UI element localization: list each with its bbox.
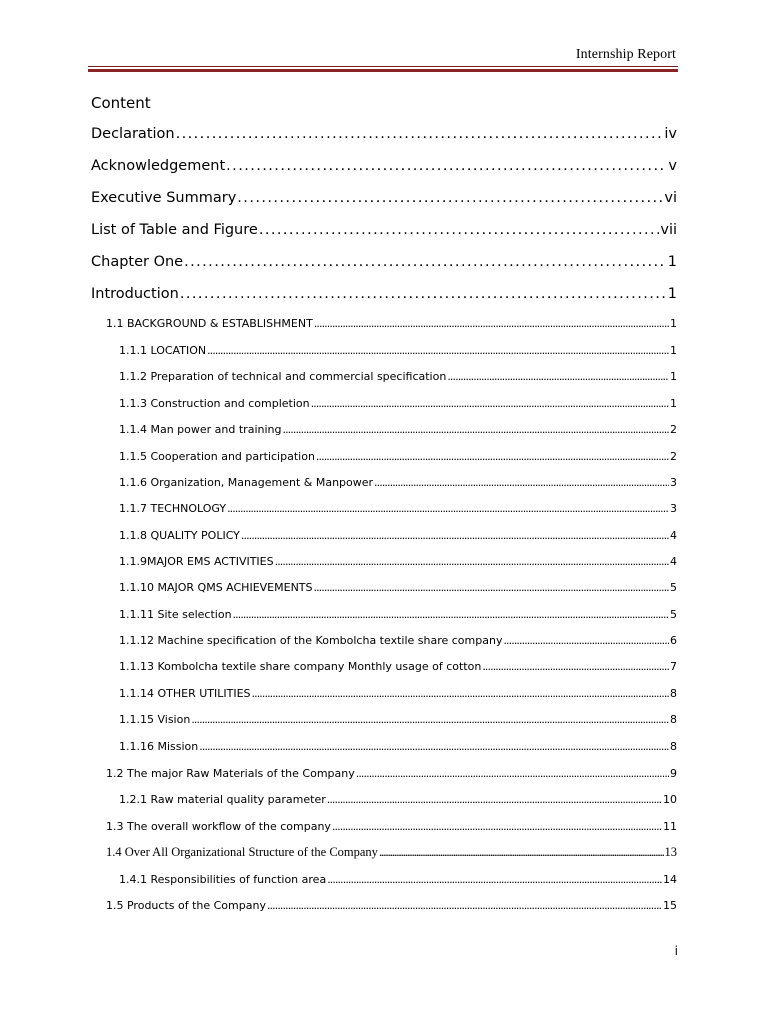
toc-entry-page: vi — [664, 190, 677, 206]
header-rule-thick — [88, 69, 678, 72]
header-rule-thin — [88, 66, 678, 67]
toc-entry-title: 1.1.6 Organization, Management & Manpower — [119, 476, 374, 489]
toc-entry-page: 1 — [670, 370, 677, 383]
toc-entry[interactable] — [91, 254, 677, 270]
toc-entry-title: 1.2.1 Raw material quality parameter — [119, 793, 326, 806]
dot-leader — [503, 634, 669, 647]
dot-leader — [267, 899, 662, 912]
dot-leader — [226, 158, 667, 174]
toc-entry-page: 1 — [670, 344, 677, 357]
toc-entry-title: 1.1.4 Man power and training — [119, 423, 282, 436]
toc-entry-page: 2 — [670, 423, 677, 436]
toc-entry-page: 2 — [670, 450, 677, 463]
toc-entry-title: 1.1.10 MAJOR QMS ACHIEVEMENTS — [119, 581, 313, 594]
toc-entry-title: List of Table and Figure — [91, 222, 258, 238]
toc-entry-page: 10 — [663, 793, 677, 806]
dot-leader — [259, 222, 660, 238]
toc-entry-title: 1.1.15 Vision — [119, 713, 191, 726]
dot-leader — [314, 581, 670, 594]
toc-entry-page: 9 — [670, 767, 677, 780]
page-header-title: Internship Report — [575, 47, 676, 62]
dot-leader — [207, 344, 669, 357]
dot-leader — [252, 687, 669, 700]
toc-entry-page: 3 — [670, 502, 677, 515]
toc-entry-page: 11 — [663, 820, 677, 833]
toc-entry-page: 4 — [670, 555, 677, 568]
toc-entry-title: 1.5 Products of the Company — [106, 899, 266, 912]
dot-leader — [184, 254, 667, 270]
dot-leader — [379, 845, 664, 860]
toc-entry[interactable] — [91, 286, 677, 302]
toc-entry-title: 1.1.1 LOCATION — [119, 344, 207, 357]
toc-entry[interactable] — [106, 767, 677, 780]
toc-entry-page: 5 — [670, 608, 677, 621]
toc-entry[interactable] — [119, 713, 677, 726]
toc-entry-page: 5 — [670, 581, 677, 594]
toc-entry-title: 1.1.5 Cooperation and participation — [119, 450, 315, 463]
toc-entry-page: 1 — [670, 317, 677, 330]
toc-entry-title: 1.1.8 QUALITY POLICY — [119, 529, 240, 542]
toc-entry-page: 8 — [670, 740, 677, 753]
toc-entry-page: 3 — [670, 476, 677, 489]
toc-entry[interactable] — [119, 370, 677, 383]
toc-entry-page: 8 — [670, 713, 677, 726]
dot-leader — [374, 476, 669, 489]
toc-entry-title: 1.4.1 Responsibilities of function area — [119, 873, 327, 886]
toc-entry-title: 1.1.2 Preparation of technical and commercial specification — [119, 370, 447, 383]
toc-entry[interactable] — [91, 190, 677, 206]
toc-entry-title: 1.2 The major Raw Materials of the Company — [106, 767, 355, 780]
toc-entry-page: 1 — [667, 286, 677, 302]
toc-entry-title: Declaration — [91, 126, 175, 142]
toc-entry[interactable] — [119, 581, 677, 594]
toc-entry[interactable] — [119, 740, 677, 753]
toc-entry-title: 1.1.14 OTHER UTILITIES — [119, 687, 251, 700]
toc-entry-title: Acknowledgement — [91, 158, 226, 174]
toc-entry-page: 1 — [667, 254, 677, 270]
dot-leader — [191, 713, 669, 726]
dot-leader — [327, 793, 662, 806]
toc-entry-title: Introduction — [91, 286, 179, 302]
dot-leader — [241, 529, 669, 542]
toc-entry[interactable] — [119, 873, 677, 886]
toc-entry[interactable] — [119, 555, 677, 568]
toc-entry-page: 13 — [664, 845, 677, 859]
toc-entry-page: 1 — [670, 397, 677, 410]
toc-entry-page: 7 — [670, 660, 677, 673]
toc-entry-page: vii — [660, 222, 677, 238]
dot-leader — [275, 555, 669, 568]
toc-entry[interactable] — [119, 476, 677, 489]
toc-entry[interactable] — [91, 222, 677, 238]
dot-leader — [327, 873, 662, 886]
toc-entry-title: Executive Summary — [91, 190, 237, 206]
toc-entry-title: 1.1.9MAJOR EMS ACTIVITIES — [119, 555, 274, 568]
toc-entry[interactable] — [119, 450, 677, 463]
toc-entry-page: 8 — [670, 687, 677, 700]
toc-entry-title: 1.4 Over All Organizational Structure of the Company — [106, 845, 378, 859]
toc-entry-title: 1.1.7 TECHNOLOGY — [119, 502, 227, 515]
dot-leader — [332, 820, 662, 833]
toc-entry[interactable] — [106, 899, 677, 912]
toc-entry[interactable] — [119, 634, 677, 647]
toc-entry-title: 1.1.12 Machine specification of the Kombolcha textile share company — [119, 634, 503, 647]
toc-entry[interactable] — [119, 344, 677, 357]
toc-entry-page: 6 — [670, 634, 677, 647]
toc-entry[interactable] — [119, 608, 677, 621]
dot-leader — [447, 370, 669, 383]
dot-leader — [233, 608, 669, 621]
toc-entry[interactable] — [119, 423, 677, 436]
dot-leader — [356, 767, 669, 780]
toc-entry[interactable] — [119, 502, 677, 515]
toc-entry[interactable] — [119, 687, 677, 700]
dot-leader — [482, 660, 669, 673]
toc-entry-title: 1.1.3 Construction and completion — [119, 397, 310, 410]
toc-entry-page: 14 — [663, 873, 677, 886]
dot-leader — [199, 740, 669, 753]
toc-entry-page: 4 — [670, 529, 677, 542]
toc-entry[interactable] — [91, 126, 677, 142]
dot-leader — [311, 397, 669, 410]
dot-leader — [314, 317, 669, 330]
page-number: i — [674, 944, 678, 958]
toc-entry-page: iv — [664, 126, 677, 142]
toc-entry-title: 1.1.13 Kombolcha textile share company Monthly usage of cotton — [119, 660, 482, 673]
toc-entry-page: 15 — [663, 899, 677, 912]
toc-entry-title: Chapter One — [91, 254, 184, 270]
dot-leader — [237, 190, 663, 206]
toc-entry-title: 1.1.11 Site selection — [119, 608, 232, 621]
toc-entry[interactable] — [106, 845, 677, 860]
dot-leader — [316, 450, 669, 463]
dot-leader — [180, 286, 667, 302]
toc-entry[interactable] — [119, 660, 677, 673]
toc-heading: Content — [91, 94, 151, 112]
dot-leader — [283, 423, 670, 436]
toc-entry-title: 1.3 The overall workflow of the company — [106, 820, 331, 833]
dot-leader — [176, 126, 664, 142]
toc-entry[interactable] — [106, 317, 677, 330]
toc-entry[interactable] — [119, 529, 677, 542]
dot-leader — [227, 502, 669, 515]
toc-entry-title: 1.1 BACKGROUND & ESTABLISHMENT — [106, 317, 313, 330]
toc-entry-title: 1.1.16 Mission — [119, 740, 199, 753]
toc-entry[interactable] — [106, 820, 677, 833]
toc-entry-page: v — [668, 158, 677, 174]
toc-entry[interactable] — [119, 793, 677, 806]
toc-entry[interactable] — [119, 397, 677, 410]
toc-entry[interactable] — [91, 158, 677, 174]
